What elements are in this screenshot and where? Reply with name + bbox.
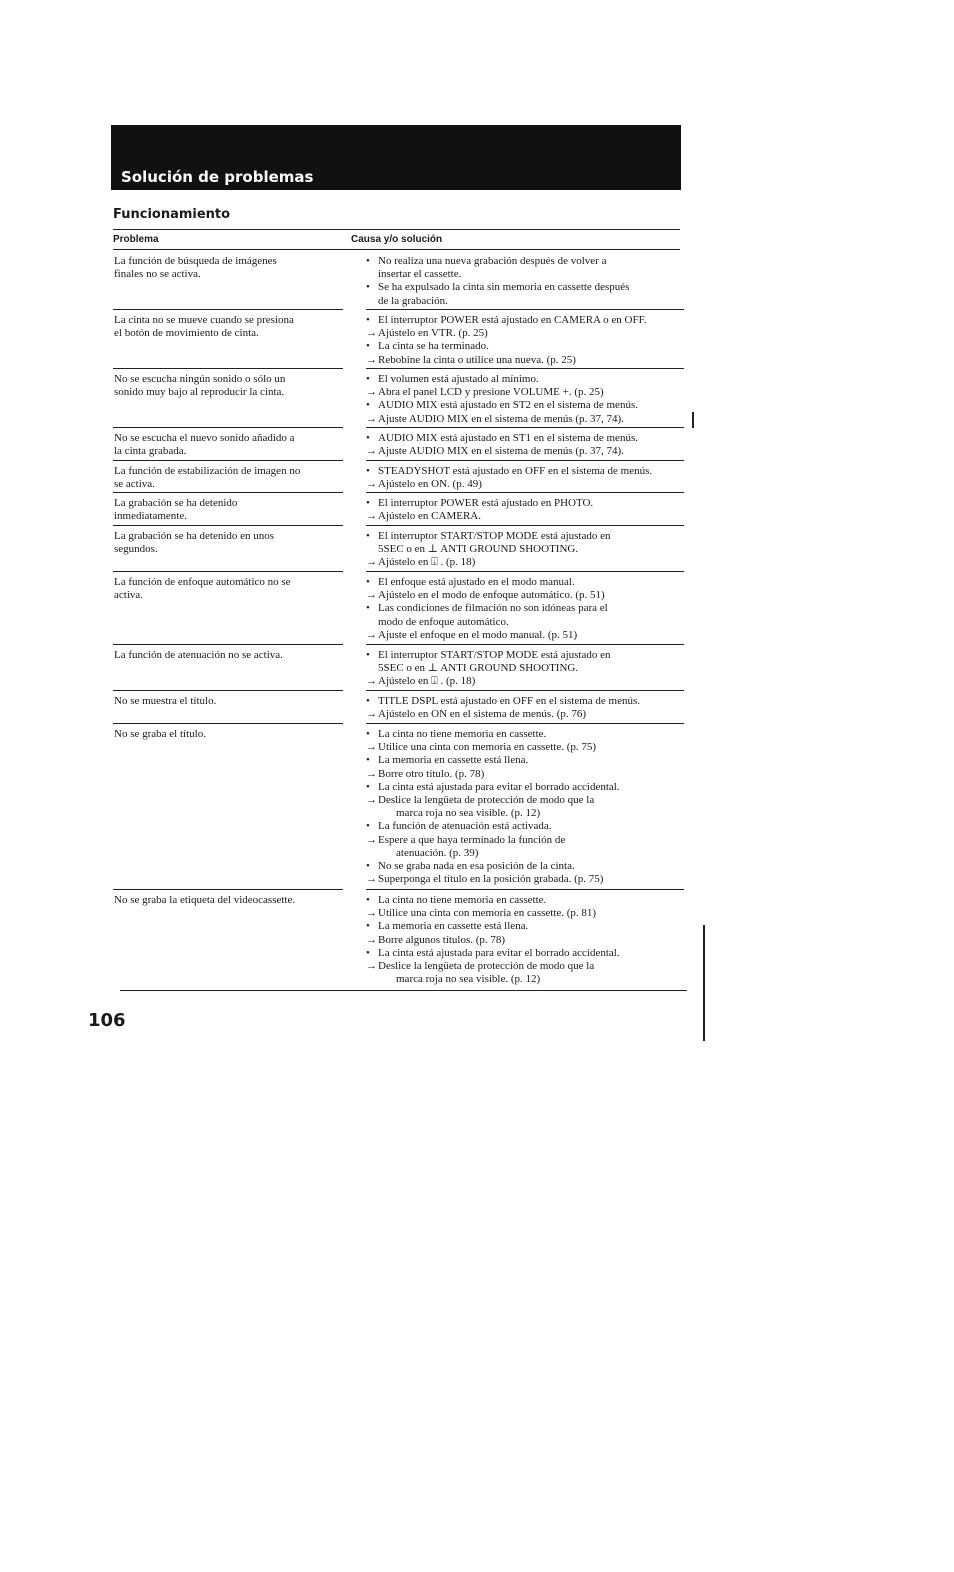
solution-item [366,478,684,491]
arrow-right-icon: → [366,556,377,569]
cause-item: • La función de atenuación está activada. [366,820,684,833]
problem-text: el botón de movimiento de cinta. [114,327,259,340]
cause-item: • AUDIO MIX está ajustado en ST1 en el sistema de menús. [366,432,684,445]
solution-cell [366,576,684,642]
arrow-right-icon: → [366,933,377,946]
cause-item: • El interruptor START/STOP MODE está ajustado en [366,649,684,662]
row-divider [366,368,684,369]
row-divider [366,460,684,461]
arrow-right-icon: → [366,412,377,425]
problem-cell [114,576,342,602]
solution-cell [366,465,684,491]
solution-continuation: atenuación. (p. 39) [396,846,479,859]
margin-mark [692,412,694,428]
row-divider [113,427,343,428]
section-title: Funcionamiento [113,207,231,222]
problem-cell [114,465,342,491]
solution-text: Borre otro título. (p. 78) [378,767,485,780]
solution-cell [366,530,684,570]
solution-text: Ajústelo en ⍗ . (p. 18) [378,675,476,688]
row-divider [366,571,684,572]
problem-cell [114,695,342,708]
solution-cell [366,728,684,886]
solution-text: Utilice una cinta con memoria en cassette. (p. 81) [378,907,597,920]
problem-text: se activa. [114,478,155,491]
arrow-right-icon: → [366,589,377,602]
row-divider [366,690,684,691]
cause-item: • La memoria en cassette está llena. [366,754,684,767]
row-divider [113,644,343,645]
solution-item [366,960,684,973]
solution-cell [366,894,684,986]
problem-cell [114,314,342,340]
solution-text: Espere a que haya terminado la función de [378,833,566,846]
solution-cell [366,255,684,308]
solution-text: Deslice la lengüeta de protección de modo que la [378,794,595,807]
solution-cell [366,314,684,367]
arrow-right-icon: → [366,675,377,688]
arrow-right-icon: → [366,741,377,754]
arrow-right-icon: → [366,794,377,807]
problem-text: inmediatamente. [114,510,187,523]
solution-item [366,907,684,920]
solution-item [366,556,684,569]
solution-item [366,510,684,523]
problem-cell [114,497,342,523]
row-divider [113,368,343,369]
solution-text: Superponga el título en la posición grabada. (p. 75) [378,873,604,886]
cause-item: • STEADYSHOT está ajustado en OFF en el sistema de menús. [366,465,684,478]
solution-continuation: marca roja no sea visible. (p. 12) [396,807,541,820]
solution-text: Ajústelo en ON. (p. 49) [378,478,482,491]
row-divider [366,723,684,724]
solution-item [366,354,684,367]
row-divider [366,427,684,428]
arrow-right-icon: → [366,327,377,340]
row-divider [113,723,343,724]
problem-cell [114,255,342,281]
problem-text: la cinta grabada. [114,445,187,458]
page-title: Solución de problemas [121,168,314,186]
row-divider [366,309,684,310]
solution-text: Borre algunos títulos. (p. 78) [378,933,506,946]
solution-text: Abra el panel LCD y presione VOLUME +. (p. 25) [378,386,604,399]
solution-item [366,675,684,688]
cause-item: • No realiza una nueva grabación después de volver a [366,255,684,268]
arrow-right-icon: → [366,833,377,846]
solution-item [366,445,684,458]
cause-continuation: 5SEC o en ⊥ ANTI GROUND SHOOTING. [378,662,579,675]
cause-item: • La cinta se ha terminado. [366,340,684,353]
solution-text: Ajuste el enfoque en el modo manual. (p. 51) [378,628,578,641]
solution-item [366,327,684,340]
solution-text: Ajuste AUDIO MIX en el sistema de menús (p. 37, 74). [378,445,624,458]
problem-cell [114,728,342,741]
problem-text: La función de atenuación no se activa. [114,649,283,661]
solution-cell [366,695,684,721]
cause-continuation: modo de enfoque automático. [378,615,509,628]
cause-item: • La cinta está ajustada para evitar el borrado accidental. [366,781,684,794]
arrow-right-icon: → [366,960,377,973]
solution-item [366,834,684,847]
problem-cell [114,530,342,556]
cause-item: • AUDIO MIX está ajustado en ST2 en el sistema de menús. [366,399,684,412]
solution-text: Utilice una cinta con memoria en cassette. (p. 75) [378,741,597,754]
problem-text: La función de búsqueda de imágenes [114,255,277,267]
arrow-right-icon: → [366,628,377,641]
solution-item [366,589,684,602]
cause-item: • La memoria en cassette está llena. [366,920,684,933]
cause-item: • El interruptor START/STOP MODE está ajustado en [366,530,684,543]
row-divider [366,644,684,645]
problem-text: No se escucha ningún sonido o sólo un [114,373,286,385]
solution-item [366,768,684,781]
solution-text: Ajústelo en ON en el sistema de menús. (p. 76) [378,708,587,721]
solution-item [366,413,684,426]
table-bottom-rule [120,990,687,991]
cause-continuation: insertar el cassette. [378,268,462,281]
problem-text: finales no se activa. [114,268,201,281]
problem-text: sonido muy bajo al reproducir la cinta. [114,386,285,399]
cause-continuation: de la grabación. [378,294,448,307]
cause-continuation: 5SEC o en ⊥ ANTI GROUND SHOOTING. [378,543,579,556]
row-divider [113,889,343,890]
solution-item [366,386,684,399]
arrow-right-icon: → [366,386,377,399]
problem-cell [114,373,342,399]
cause-item: • El enfoque está ajustado en el modo manual. [366,576,684,589]
problem-cell [114,649,342,662]
arrow-right-icon: → [366,445,377,458]
problem-text: activa. [114,589,144,602]
problem-text: La cinta no se mueve cuando se presiona [114,314,294,326]
cause-item: • El volumen está ajustado al mínimo. [366,373,684,386]
problem-text: No se muestra el título. [114,695,217,707]
row-divider [113,492,343,493]
solution-text: Ajústelo en ⍗ . (p. 18) [378,556,476,569]
problem-text: segundos. [114,543,158,556]
arrow-right-icon: → [366,708,377,721]
row-divider [366,525,684,526]
cause-item: • Se ha expulsado la cinta sin memoria en cassette después [366,281,684,294]
solution-cell [366,649,684,689]
solution-cell [366,432,684,458]
problem-text: No se graba el título. [114,728,206,740]
cause-item: • El interruptor POWER está ajustado en CAMERA o en OFF. [366,314,684,327]
arrow-right-icon: → [366,907,377,920]
problem-text: La grabación se ha detenido [114,497,238,509]
solution-text: Ajústelo en VTR. (p. 25) [378,327,488,340]
problem-text: No se graba la etiqueta del videocassette. [114,894,296,906]
arrow-right-icon: → [366,478,377,491]
cause-item: • No se graba nada en esa posición de la cinta. [366,860,684,873]
solution-item [366,629,684,642]
column-header-solution: Causa y/o solución [351,234,443,245]
cause-item: • La cinta está ajustada para evitar el borrado accidental. [366,947,684,960]
row-divider [366,492,684,493]
row-divider [113,460,343,461]
row-divider [366,889,684,890]
solution-text: Rebobine la cinta o utilice una nueva. (p. 25) [378,353,576,366]
row-divider [113,571,343,572]
solution-cell [366,373,684,426]
cause-item: • El interruptor POWER está ajustado en PHOTO. [366,497,684,510]
solution-text: Deslice la lengüeta de protección de modo que la [378,960,595,973]
solution-item [366,708,684,721]
solution-item [366,873,684,886]
arrow-right-icon: → [366,353,377,366]
row-divider [113,525,343,526]
cause-item: • Las condiciones de filmación no son idóneas para el [366,602,684,615]
solution-text: Ajuste AUDIO MIX en el sistema de menús (p. 37, 74). [378,412,624,425]
solution-continuation: marca roja no sea visible. (p. 12) [396,973,541,986]
column-header-problem: Problema [113,234,159,245]
solution-cell [366,497,684,523]
cause-item: • La cinta no tiene memoria en cassette. [366,894,684,907]
solution-item [366,741,684,754]
arrow-right-icon: → [366,767,377,780]
problem-cell [114,894,342,907]
cause-item: • TITLE DSPL está ajustado en OFF en el sistema de menús. [366,695,684,708]
row-divider [113,690,343,691]
problem-text: La función de enfoque automático no se [114,576,291,588]
problem-cell [114,432,342,458]
solution-text: Ajústelo en el modo de enfoque automático. (p. 51) [378,589,605,602]
solution-item [366,934,684,947]
problem-text: La grabación se ha detenido en unos [114,530,275,542]
row-divider [113,309,343,310]
margin-mark [703,925,705,1041]
arrow-right-icon: → [366,510,377,523]
problem-text: No se escucha el nuevo sonido añadido a [114,432,295,444]
solution-item [366,794,684,807]
arrow-right-icon: → [366,873,377,886]
problem-text: La función de estabilización de imagen no [114,465,301,477]
cause-item: • La cinta no tiene memoria en cassette. [366,728,684,741]
page-number: 106 [88,1010,126,1031]
solution-text: Ajústelo en CAMERA. [378,510,481,523]
